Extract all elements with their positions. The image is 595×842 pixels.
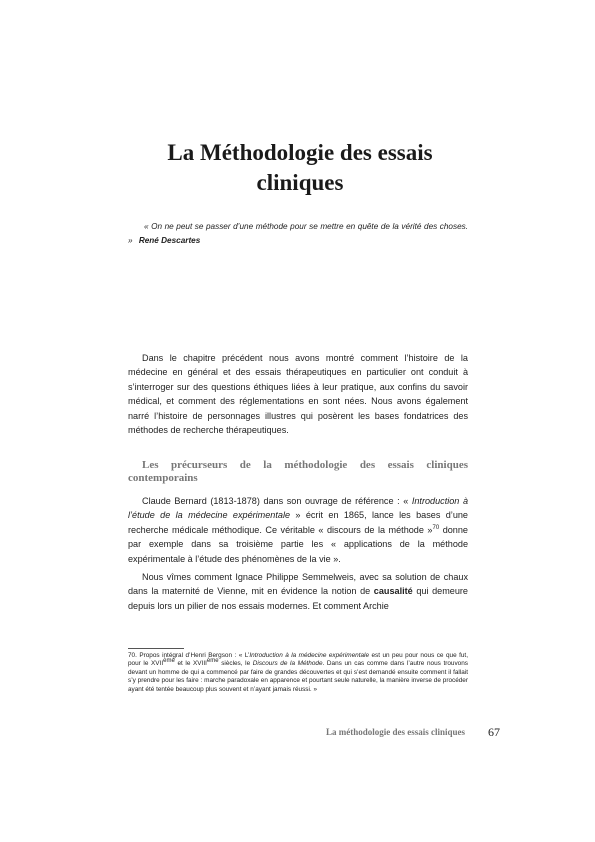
- claude-bernard-paragraph: [128, 494, 468, 566]
- epigraph-quote: « On ne peut se passer d’une méthode pour se mettre en quête de la vérité des choses. »: [128, 222, 468, 245]
- footnote-italic: Introduction à la médecine expérimentale: [249, 652, 369, 659]
- chapter-title-line-2: cliniques: [256, 170, 344, 195]
- book-title-italic: Introduction à l’étude de la médecine expérimentale: [128, 496, 468, 521]
- footnote-text: est un peu pour nous ce que fut, pour le XVII: [128, 652, 468, 668]
- footnote-superscript: ème: [206, 658, 219, 665]
- footnote-reference[interactable]: 70: [432, 524, 440, 531]
- paragraph-text: donne par exemple dans sa troisième partie les « applications de la méthode expérimentale à l’étude des phénomènes de la vie ».: [128, 524, 468, 564]
- paragraph-text: Claude Bernard (1813-1878) dans son ouvrage de référence : «: [142, 496, 412, 506]
- footnote-separator: [128, 648, 184, 649]
- intro-paragraph: Dans le chapitre précédent nous avons montré comment l’histoire de la médecine en général et des essais thérapeutiques en particulier ont conduit à s’interroger sur des questions éthiques liées à leur pratique, aux confins du savoir médical, et comment des réglementations en sont nées. Nous avons également narré l’histoire de personnages illustres qui posèrent les bases fondatrices des méthodes de recherche thérapeutiques.: [128, 353, 468, 436]
- footnote-italic: Discours de la Méthode: [252, 660, 323, 668]
- chapter-title-line-1: La Méthodologie des essais: [167, 140, 433, 165]
- epigraph: [128, 220, 468, 248]
- footnote-70: [128, 652, 468, 694]
- section-heading: Les précurseurs de la méthodologie des essais cliniques contemporains: [128, 459, 468, 484]
- chapter-title: [130, 138, 470, 198]
- epigraph-author: René Descartes: [138, 236, 201, 245]
- footnote-text: 70. Propos intégral d’Henri Bergson : « L’: [128, 652, 250, 659]
- page-number: 67: [488, 725, 500, 739]
- paragraph-text: Nous vîmes comment Ignace Philippe Semmelweis, avec sa solution de chaux dans la maternité de Vienne, mit en évidence la notion de: [128, 572, 468, 597]
- paragraph-text: » écrit en 1865, lance les bases d’une recherche médicale méthodique. Ce véritable « discours de la méthode »: [128, 510, 468, 535]
- running-footer-title: La méthodologie des essais cliniques: [325, 727, 465, 737]
- causality-term: causalité: [373, 586, 413, 597]
- footnote-text: et le XVIII: [174, 660, 207, 668]
- footnote-superscript: ème: [163, 658, 175, 665]
- footnote-text: siècles, le: [218, 660, 253, 668]
- semmelweis-paragraph: [128, 570, 468, 613]
- footnote-text: . Dans un cas comme dans l’autre nous trouvons devant un homme de qui a commencé par faire de grandes découvertes et qui s’est demandé ensuite comment il fallait s’y prendre pour les faire : marche paradoxale en apparence et pourtant seule naturelle, la manière inverse de procéder ayant été tentée beaucoup plus souvent et n’ayant jamais réussi. »: [128, 660, 468, 693]
- paragraph-text: qui demeure depuis lors un pilier de nos essais modernes. Et comment Archie: [128, 586, 468, 611]
